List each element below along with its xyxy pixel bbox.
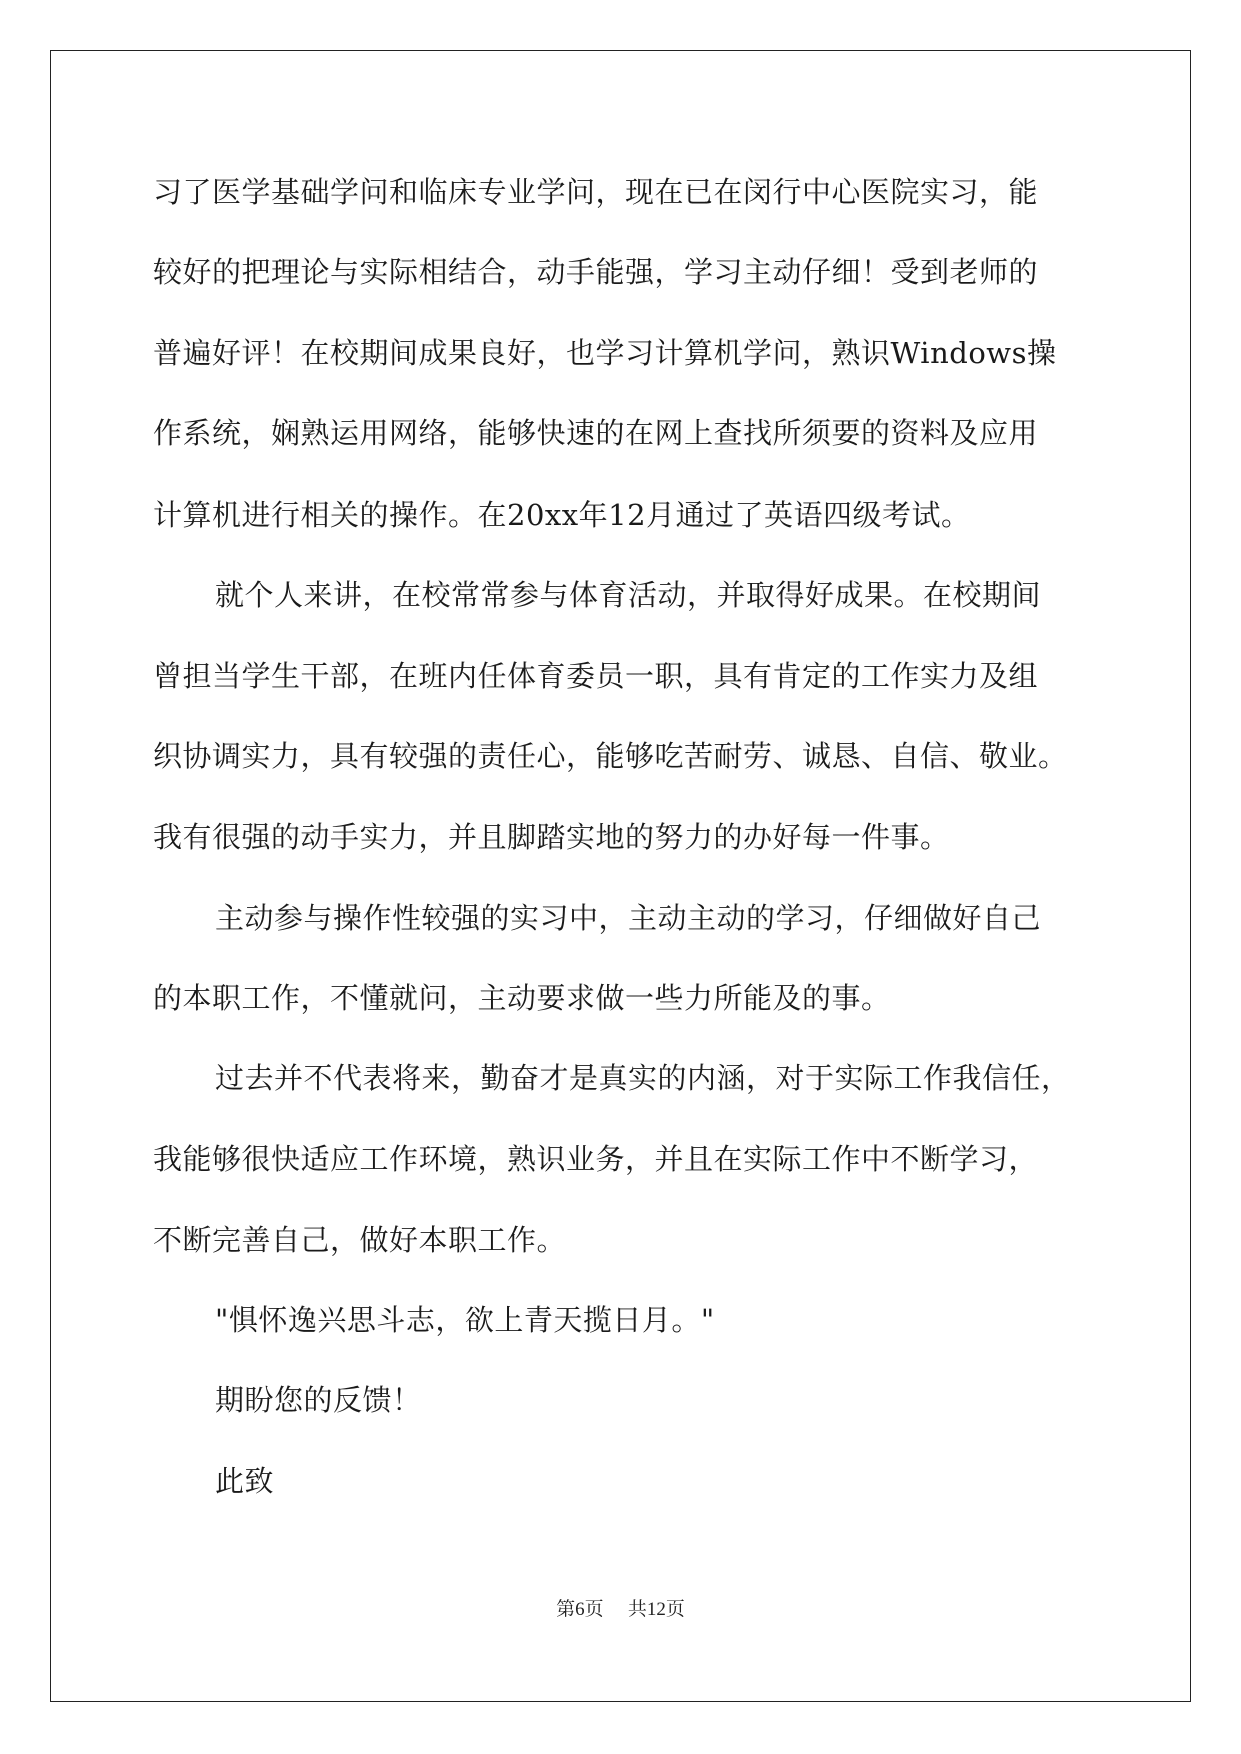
closing-line: 期盼您的反馈！ xyxy=(215,1383,422,1417)
body-line: 的本职工作，不懂就问，主动要求做一些力所能及的事。 xyxy=(153,981,891,1015)
body-line: 不断完善自己，做好本职工作。 xyxy=(153,1223,567,1257)
total-pages-number: 12 xyxy=(646,1599,666,1620)
page-border xyxy=(50,50,1191,1702)
body-line: 习了医学基础学问和临床专业学问，现在已在闵行中心医院实习，能 xyxy=(153,175,1039,209)
page-footer xyxy=(0,1596,1241,1623)
body-line: 曾担当学生干部，在班内任体育委员一职，具有肯定的工作实力及组 xyxy=(153,659,1039,693)
footer-total-unit: 页 xyxy=(665,1598,685,1620)
salutation-line: 此致 xyxy=(215,1464,275,1498)
body-line: 较好的把理论与实际相结合，动手能强，学习主动仔细！受到老师的 xyxy=(153,255,1039,289)
current-page-number: 6 xyxy=(575,1599,585,1620)
quote-line: "惧怀逸兴思斗志，欲上青天揽日月。" xyxy=(215,1303,715,1337)
body-line: 我能够很快适应工作环境，熟识业务，并且在实际工作中不断学习， xyxy=(153,1142,1039,1176)
paragraph-start-line: 主动参与操作性较强的实习中，主动主动的学习，仔细做好自己 xyxy=(215,901,1042,935)
body-line: 作系统，娴熟运用网络，能够快速的在网上查找所须要的资料及应用 xyxy=(153,416,1039,450)
body-line: 普遍好评！在校期间成果良好，也学习计算机学问，熟识Windows操 xyxy=(153,336,1057,370)
paragraph-start-line: 就个人来讲，在校常常参与体育活动，并取得好成果。在校期间 xyxy=(215,578,1042,612)
footer-total-prefix: 共 xyxy=(627,1598,647,1620)
body-line: 计算机进行相关的操作。在20xx年12月通过了英语四级考试。 xyxy=(153,498,971,532)
footer-prefix: 第 xyxy=(556,1598,576,1620)
body-line: 我有很强的动手实力，并且脚踏实地的努力的办好每一件事。 xyxy=(153,820,950,854)
paragraph-start-line: 过去并不代表将来，勤奋才是真实的内涵，对于实际工作我信任， xyxy=(215,1061,1071,1095)
footer-page-unit: 页 xyxy=(584,1598,604,1620)
body-line: 织协调实力，具有较强的责任心，能够吃苦耐劳、诚恳、自信、敬业。 xyxy=(153,739,1068,773)
